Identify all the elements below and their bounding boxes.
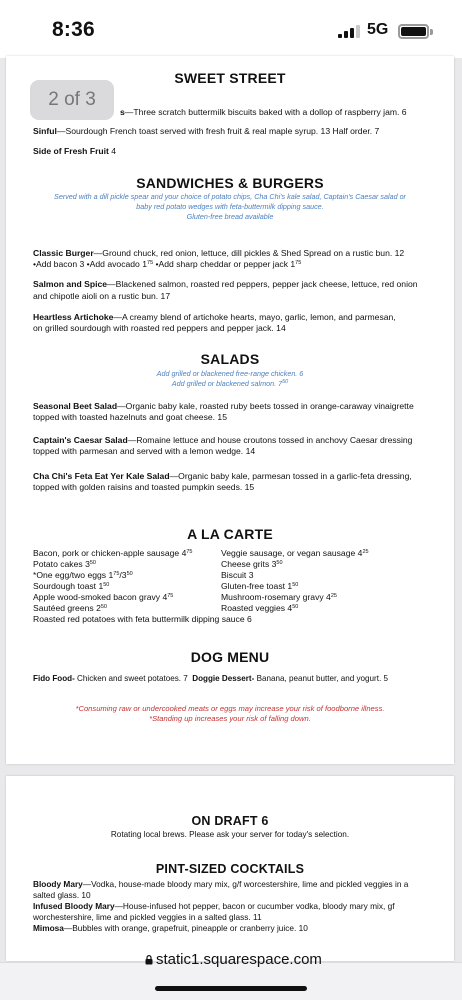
menu-item-bloody-mary: Bloody Mary—Vodka, house-made bloody mary mix, g/f worcestershire, lime and pickled veggies in a — [33, 879, 409, 889]
menu-item-caesar-salad-2: topped with parmesan and served with a lemon wedge. 14 — [33, 446, 256, 456]
page-indicator: 2 of 3 — [30, 80, 114, 120]
menu-item-bloody-mary-2: salted glass. 10 — [33, 890, 91, 900]
burger-addons: •Add bacon 3 •Add avocado $1^{75}$ •Add sharp cheddar or pepper jack $1^{75}$ — [33, 259, 302, 269]
carte-right-2: Cheese grits $3^{50}$ — [221, 559, 283, 569]
menu-item-kale-salad-2: topped with golden raisins and toasted pumpkin seeds. 15 — [33, 482, 255, 492]
status-time: 8:36 — [52, 18, 95, 41]
carte-right-4: Gluten-free toast $1^{50}$ — [221, 581, 299, 591]
menu-item-classic-burger: Classic Burger—Ground chuck, red onion, lettuce, dill pickles & Shed Spread on a rustic bun. 12 — [33, 248, 405, 258]
menu-item-mimosa: Mimosa—Bubbles with orange, grapefruit, pineapple or cranberry juice. 10 — [33, 923, 308, 933]
menu-item-heartless-artichoke: Heartless Artichoke—A creamy blend of artichoke hearts, mayo, garlic, lemon, and parmesan, — [33, 312, 396, 322]
carte-right-1: Veggie sausage, or vegan sausage $4^{25}$ — [221, 548, 369, 558]
network-label: 5G — [367, 21, 389, 38]
carte-left-3: *One egg/two eggs $1^{75}/3^{50}$ — [33, 570, 133, 580]
menu-item-salmon-spice: Salmon and Spice—Blackened salmon, roasted red peppers, pepper jack cheese, lettuce, red onion — [33, 279, 418, 289]
heading-a-la-carte: A LA CARTE — [187, 526, 273, 542]
battery-tip — [430, 29, 433, 35]
dog-menu-items: Fido Food- Chicken and sweet potatoes. 7 Doggie Dessert- Banana, peanut butter, and yogurt. 5 — [33, 674, 388, 683]
heading-sweet-street: SWEET STREET — [174, 70, 286, 86]
carte-left-4: Sourdough toast $1^{50}$ — [33, 581, 110, 591]
draft-description: Rotating local brews. Please ask your server for today's selection. — [110, 830, 350, 839]
sandwich-note-3: Gluten-free bread available — [186, 212, 274, 221]
carte-left-2: Potato cakes $3^{50}$ — [33, 559, 96, 569]
heading-dog-menu: DOG MENU — [190, 649, 270, 665]
carte-right-6: Roasted veggies $4^{50}$ — [221, 603, 299, 613]
status-bar — [0, 0, 462, 58]
lock-icon — [145, 955, 153, 965]
battery-icon — [398, 24, 429, 39]
menu-item-infused-bloody-mary-2: worchestershire, lime and pickled veggies in a salted glass. 11 — [33, 912, 262, 922]
warning-standing: *Standing up increases your risk of falling down. — [149, 714, 311, 723]
menu-item-fresh-fruit: Side of Fresh Fruit 4 — [33, 146, 117, 156]
menu-item-sinful: Sinful—Sourdough French toast served with fresh fruit & real maple syrup. 13 Half order. 7 — [33, 126, 380, 136]
salad-note-1: Add grilled or blackened free-range chicken. 6 — [156, 369, 304, 378]
heading-cocktails: PINT-SIZED COCKTAILS — [155, 862, 305, 876]
heading-on-draft: ON DRAFT 6 — [191, 814, 269, 828]
sandwich-note-2: baby red potato wedges with feta-buttermilk dipping sauce. — [136, 202, 324, 211]
carte-right-5: Mushroom-rosemary gravy $4^{25}$ — [221, 592, 337, 602]
menu-item-heartless-artichoke-2: on grilled sourdough with roasted red peppers and pepper jack. 14 — [33, 323, 286, 333]
carte-right-3: Biscuit 3 — [221, 570, 254, 580]
menu-item-beet-salad: Seasonal Beet Salad—Organic baby kale, roasted ruby beets tossed in orange-caraway vinaigrette — [33, 401, 414, 411]
salad-note-2: Add grilled or blackened salmon. $7^{50}$ — [171, 379, 289, 388]
menu-item-caesar-salad: Captain's Caesar Salad—Romaine lettuce and house croutons tossed in anchovy Caesar dressing — [33, 435, 413, 445]
menu-item-kale-salad: Cha Chi's Feta Eat Yer Kale Salad—Organic baby kale, parmesan tossed in a garlic-feta dressing, — [33, 471, 412, 481]
carte-left-1: Bacon, pork or chicken-apple sausage $4^{75}$ — [33, 548, 193, 558]
carte-left-6: Sautéed greens $2^{50}$ — [33, 603, 107, 613]
carte-potatoes: Roasted red potatoes with feta buttermilk dipping sauce 6 — [33, 614, 252, 624]
sandwich-note-1: Served with a dill pickle spear and your choice of potato chips, Cha Chi's kale salad, Captain's Caesar salad or — [54, 192, 406, 201]
menu-item-biscuits: s—Three scratch buttermilk biscuits baked with a dollop of raspberry jam. 6 — [120, 107, 407, 117]
warning-raw-food: *Consuming raw or undercooked meats or eggs may increase your risk of foodborne illness. — [75, 704, 385, 713]
signal-icon — [338, 25, 360, 38]
heading-sandwiches: SANDWICHES & BURGERS — [136, 175, 324, 191]
home-indicator[interactable] — [155, 986, 307, 991]
pdf-page-3[interactable] — [6, 776, 454, 961]
pdf-page-2[interactable] — [6, 56, 454, 764]
menu-item-infused-bloody-mary: Infused Bloody Mary—House-infused hot pepper, bacon or cucumber vodka, bloody mary mix, gf — [33, 901, 395, 911]
menu-item-salmon-spice-2: and chipotle aioli on a rustic bun. 17 — [33, 291, 171, 301]
menu-item-beet-salad-2: topped with toasted hazelnuts and goat cheese. 15 — [33, 412, 227, 422]
url-text[interactable]: static1.squarespace.com — [156, 951, 322, 968]
carte-left-5: Apple wood-smoked bacon gravy $4^{75}$ — [33, 592, 174, 602]
heading-salads: SALADS — [200, 351, 260, 367]
